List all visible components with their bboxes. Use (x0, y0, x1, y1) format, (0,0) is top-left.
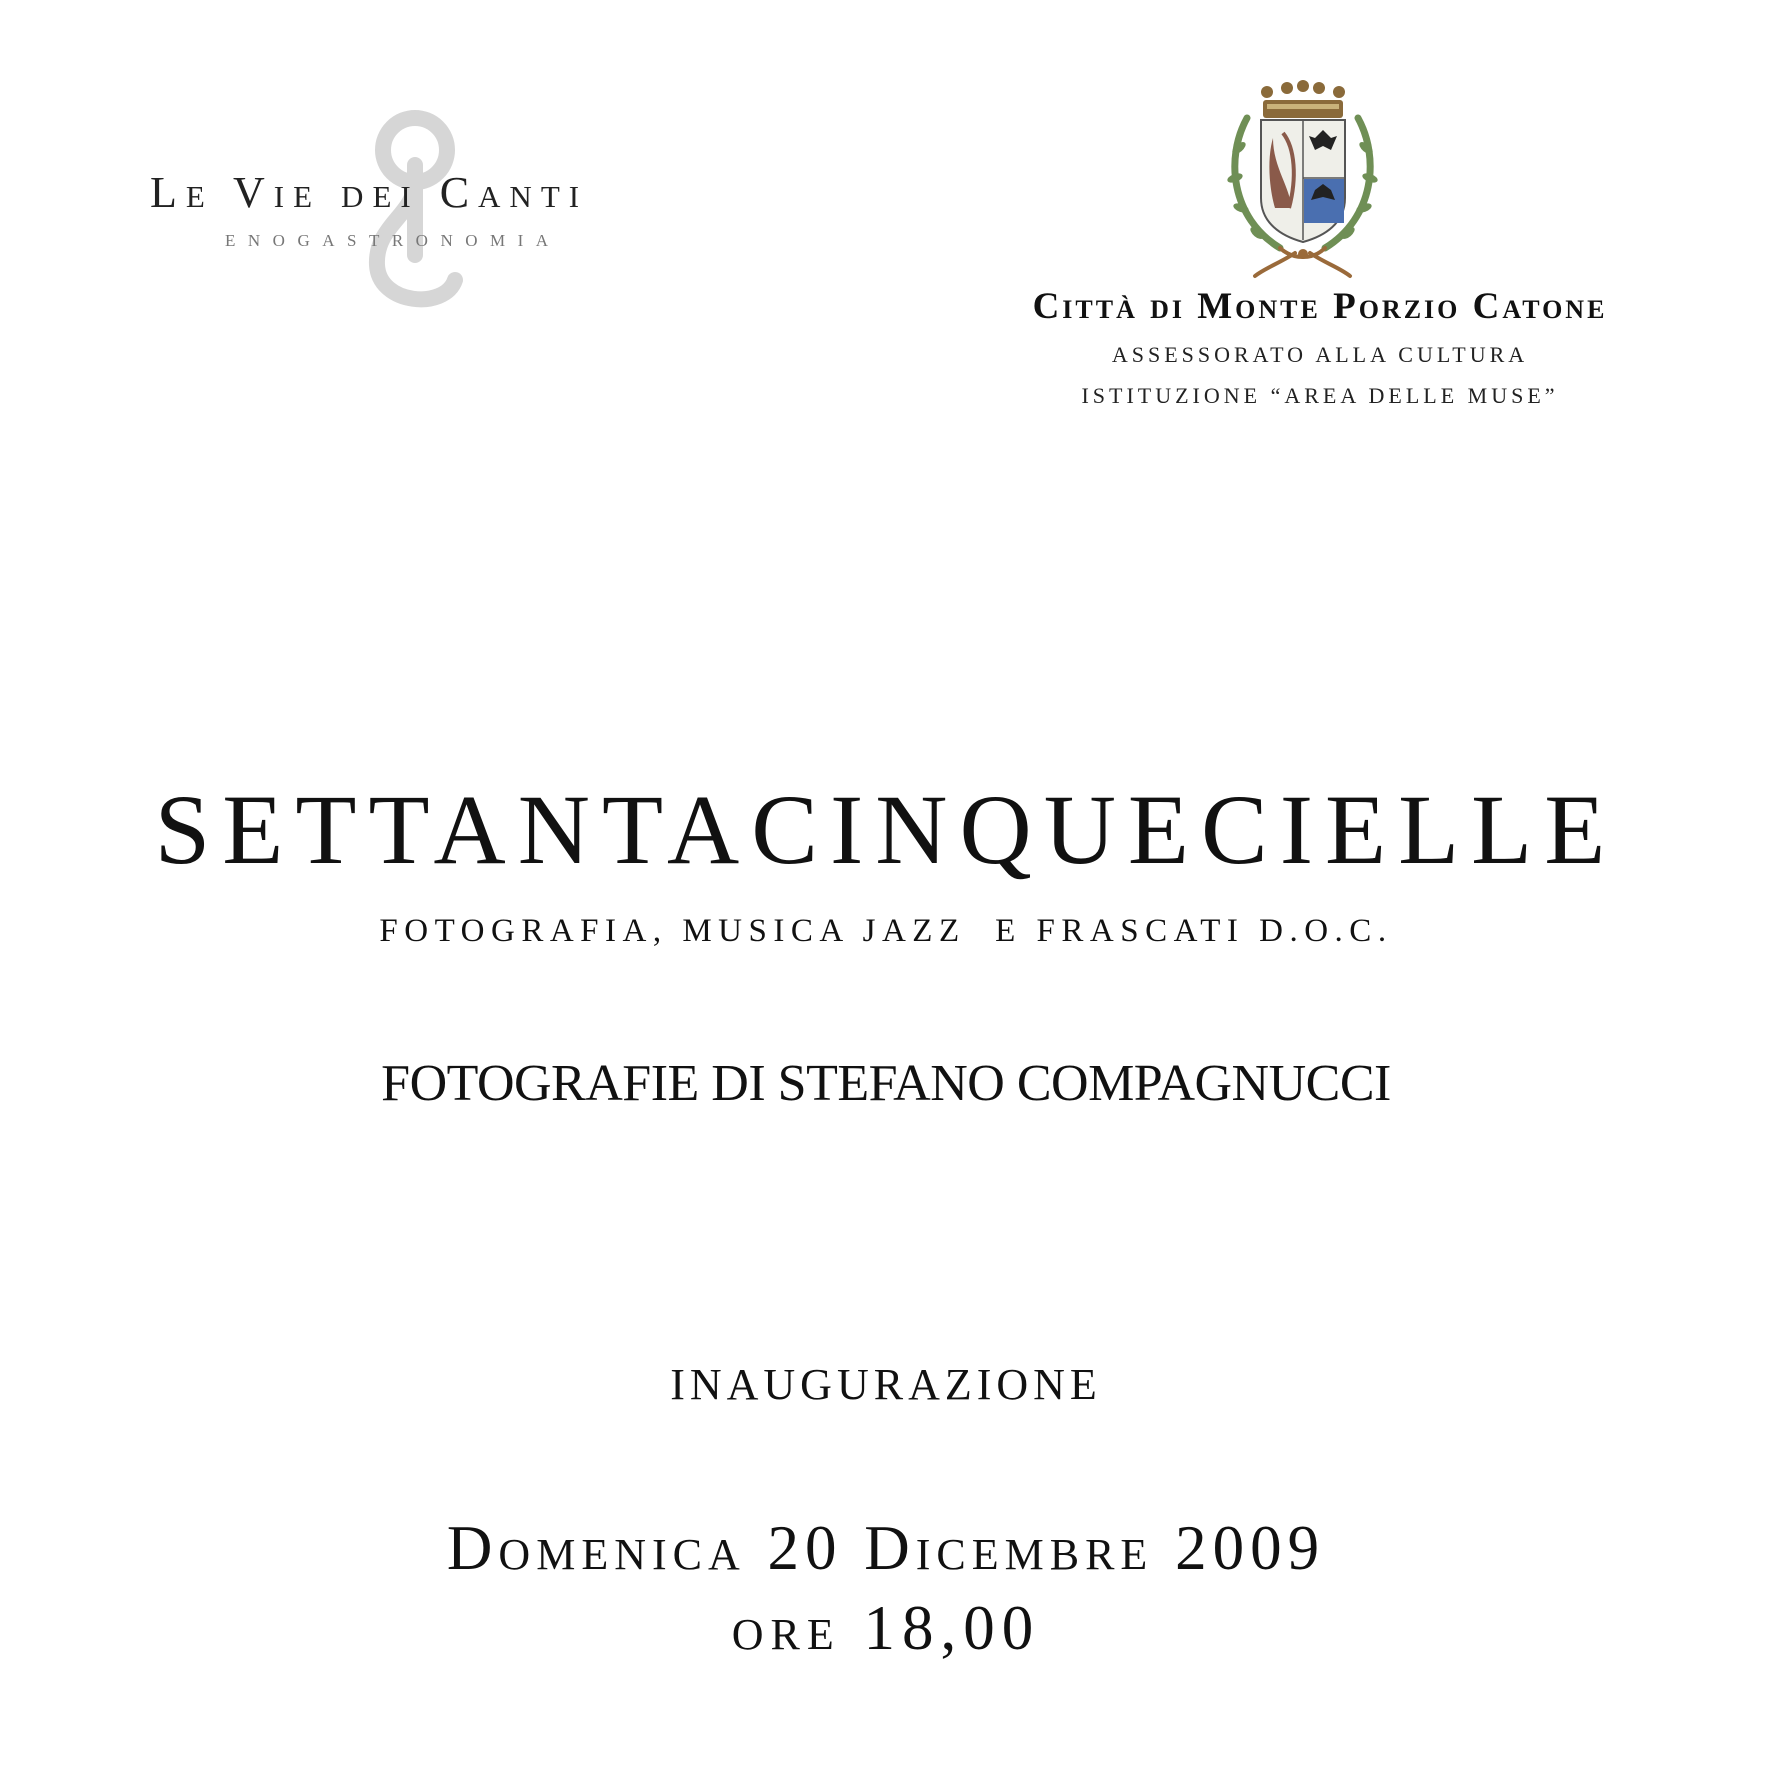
event-subtitle: FOTOGRAFIA, MUSICA JAZZ E FRASCATI D.O.C. (379, 913, 1393, 949)
city-department: ASSESSORATO ALLA CULTURA (1111, 342, 1529, 367)
coat-of-arms-icon (1225, 78, 1380, 283)
event-title: SETTANTACINQUECIELLE (154, 774, 1618, 885)
photographer-credit: FOTOGRAFIE DI STEFANO COMPAGNUCCI (381, 1055, 1391, 1112)
le-vie-dei-canti-logo (150, 95, 710, 315)
event-date: Domenica 20 Dicembre 2009 (446, 1513, 1326, 1583)
event-time: ore 18,00 (731, 1593, 1041, 1663)
city-title: Città di Monte Porzio Catone (1032, 286, 1608, 327)
logo-title: Le Vie dei Canti (150, 168, 589, 217)
logo-subtitle: ENOGASTRONOMIA (225, 231, 561, 250)
city-institution: ISTITUZIONE “AREA DELLE MUSE” (1081, 383, 1559, 408)
inauguration-label: INAUGURAZIONE (670, 1360, 1102, 1409)
